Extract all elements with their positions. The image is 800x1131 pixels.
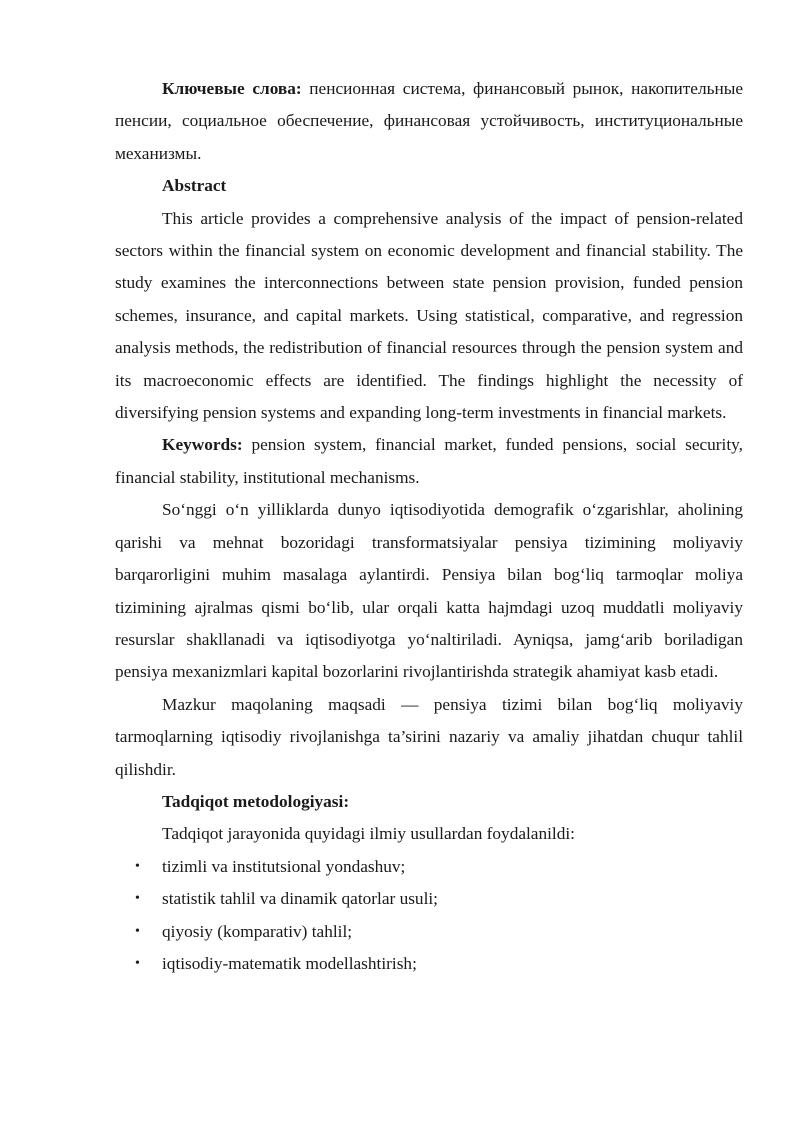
list-item-text: qiyosiy (komparativ) tahlil;: [162, 921, 353, 941]
list-item-text: statistik tahlil va dinamik qatorlar usuli;: [162, 889, 438, 909]
list-item-text: tizimli va institutsional yondashuv;: [162, 856, 406, 876]
bullet-icon: •: [135, 923, 140, 939]
list-item: [115, 948, 743, 980]
methodology-heading: Tadqiqot metodologiyasi:: [162, 791, 350, 811]
list-item: [115, 883, 743, 915]
ru-keywords-paragraph: [115, 73, 743, 170]
en-keywords-paragraph: [115, 429, 743, 494]
bullet-icon: •: [135, 955, 140, 971]
abstract-heading: Abstract: [162, 176, 227, 196]
ru-keywords-text: пенсионная система, финансовый рынок, накопительные пенсии, социальное обеспечение, финансовая устойчивость, институциональные механизмы.: [115, 79, 743, 163]
bullet-icon: •: [135, 891, 140, 907]
list-item: [115, 851, 743, 883]
abstract-text: This article provides a comprehensive analysis of the impact of pension-related sectors within the financial system on economic development and financial stability. The study examines the interconnections between state pension provision, funded pension schemes, insurance, and capital markets. Using statistical, comparative, and regression analysis methods, the redistribution of financial resources through the pension system and its macroeconomic effects are identified. The findings highlight the necessity of diversifying pension systems and expanding long-term investments in financial markets.: [115, 208, 743, 423]
en-keywords-label: Keywords:: [162, 435, 243, 455]
methods-list: [115, 851, 743, 981]
intro-paragraph: So‘nggi o‘n yilliklarda dunyo iqtisodiyotida demografik o‘zgarishlar, aholining qarishi va mehnat bozoridagi transformatsiyalar pensiya tizimining moliyaviy barqarorligini muhim masalaga aylantirdi. Pensiya bilan bog‘liq tarmoqlar moliya tizimining ajralmas qismi bo‘lib, ular orqali katta hajmdagi uzoq muddatli moliyaviy resurslar shakllanadi va iqtisodiyotga yo‘naltiriladi. Ayniqsa, jamg‘arib boriladigan pensiya mexanizmlari kapital bozorlarini rivojlantirishda strategik ahamiyat kasb etadi.: [115, 500, 743, 682]
aim-paragraph: Mazkur maqolaning maqsadi — pensiya tizimi bilan bog‘liq moliyaviy tarmoqlarning iqtisodiy rivojlanishga ta’sirini nazariy va amaliy jihatdan chuqur tahlil qilishdir.: [115, 694, 743, 779]
list-item: [115, 916, 743, 948]
page-content: [115, 73, 743, 980]
bullet-icon: •: [135, 858, 140, 874]
list-item-text: iqtisodiy-matematik modellashtirish;: [162, 953, 417, 973]
methodology-intro: Tadqiqot jarayonida quyidagi ilmiy usullardan foydalanildi:: [162, 824, 575, 844]
ru-keywords-label: Ключевые слова:: [162, 79, 302, 98]
en-keywords-text: pension system, financial market, funded pensions, social security, financial stability, institutional mechanisms.: [115, 435, 743, 487]
